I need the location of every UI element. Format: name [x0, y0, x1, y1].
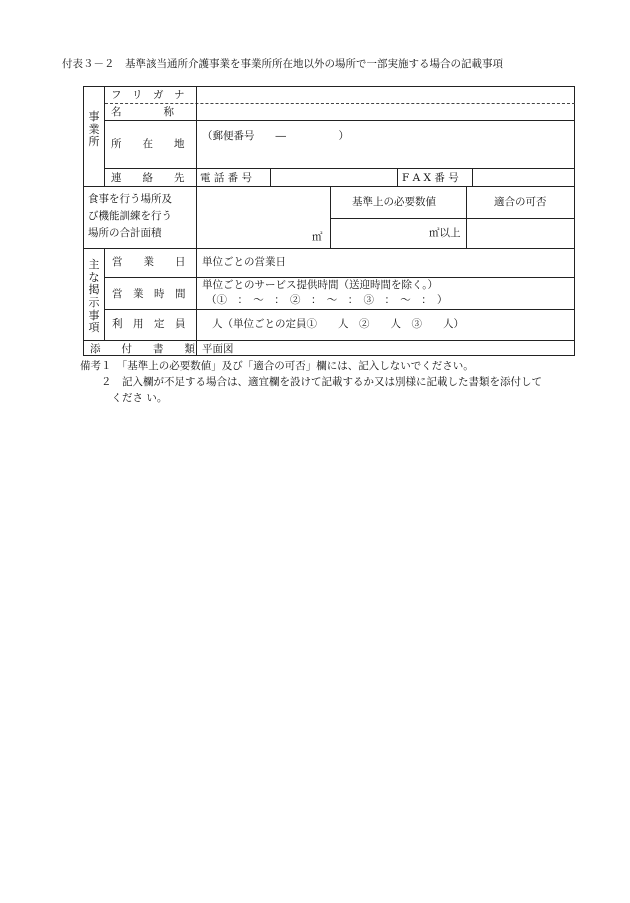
- column-divider: [330, 186, 331, 248]
- form-table: [83, 86, 575, 356]
- remark-line-2: ２ 記入欄が不足する場合は、適宜欄を設けて記載するか又は別様に記載した書類を添付して: [80, 376, 542, 388]
- column-divider: [196, 186, 197, 248]
- row-divider: [84, 248, 575, 249]
- form-title: 付表３－２ 基準該当通所介護事業を事業所所在地以外の場所で一部実施する場合の記載事項: [62, 58, 503, 70]
- area-label-line3: 場所の合計面積: [88, 227, 162, 239]
- row-divider: [84, 340, 575, 341]
- jigyosho-group-label: 事業所: [88, 110, 100, 149]
- capacity-label: 利 用 定 員: [112, 318, 186, 330]
- column-divider: [466, 186, 467, 248]
- business-days-value: 単位ごとの営業日: [202, 256, 286, 268]
- capacity-value: 人（単位ごとの定員① 人 ② 人 ③ 人）: [212, 318, 464, 330]
- column-divider: [270, 168, 271, 186]
- row-divider: [105, 277, 575, 278]
- keiji-group-label: 主な掲示事項: [88, 258, 100, 335]
- column-divider: [397, 168, 398, 186]
- required-value-unit: ㎡以上: [429, 227, 461, 239]
- name-field[interactable]: [198, 105, 574, 119]
- required-value-header: 基準上の必要数値: [352, 196, 436, 208]
- postal-code-field[interactable]: （郵便番号 ― ）: [202, 130, 349, 142]
- address-label: 所 在 地: [111, 138, 185, 150]
- furigana-field[interactable]: [198, 88, 574, 102]
- attachment-label: 添 付 書 類: [90, 343, 195, 355]
- remark-line-1: 備考１ 「基準上の必要数値」及び「適合の可否」欄には、記入しないでください。: [80, 360, 474, 372]
- area-label-line1: 食事を行う場所及: [88, 193, 172, 205]
- name-label: 名 称: [111, 106, 174, 118]
- column-divider: [104, 87, 105, 186]
- area-unit: ㎡: [312, 231, 323, 243]
- fax-label: F A X 番 号: [402, 172, 459, 184]
- row-divider: [105, 309, 575, 310]
- business-hours-line1: 単位ごとのサービス提供時間（送迎時間を除く。）: [202, 279, 439, 291]
- phone-field[interactable]: [272, 170, 396, 184]
- fit-header: 適合の可否: [494, 196, 547, 208]
- row-divider: [105, 120, 575, 121]
- furigana-dashed-divider: [105, 103, 575, 104]
- column-divider: [196, 248, 197, 356]
- phone-label: 電 話 番 号: [200, 172, 253, 184]
- column-divider: [196, 87, 197, 186]
- fax-field[interactable]: [474, 170, 573, 184]
- business-days-label: 営 業 日: [112, 256, 186, 268]
- business-hours-label: 営 業 時 間: [112, 288, 186, 300]
- row-divider: [105, 168, 575, 169]
- contact-label: 連 絡 先: [111, 172, 185, 184]
- column-divider: [104, 248, 105, 340]
- business-hours-line2: （① ： ～ ： ② ： ～ ： ③ ： ～ ： ）: [206, 294, 448, 306]
- column-divider: [472, 168, 473, 186]
- furigana-label: フ リ ガ ナ: [111, 89, 185, 101]
- remark-line-3: くださ い。: [80, 392, 168, 404]
- area-label-line2: び機能訓練を行う: [88, 210, 172, 222]
- attachment-value: 平面図: [202, 343, 234, 355]
- row-divider: [330, 218, 575, 219]
- remarks: [80, 358, 542, 406]
